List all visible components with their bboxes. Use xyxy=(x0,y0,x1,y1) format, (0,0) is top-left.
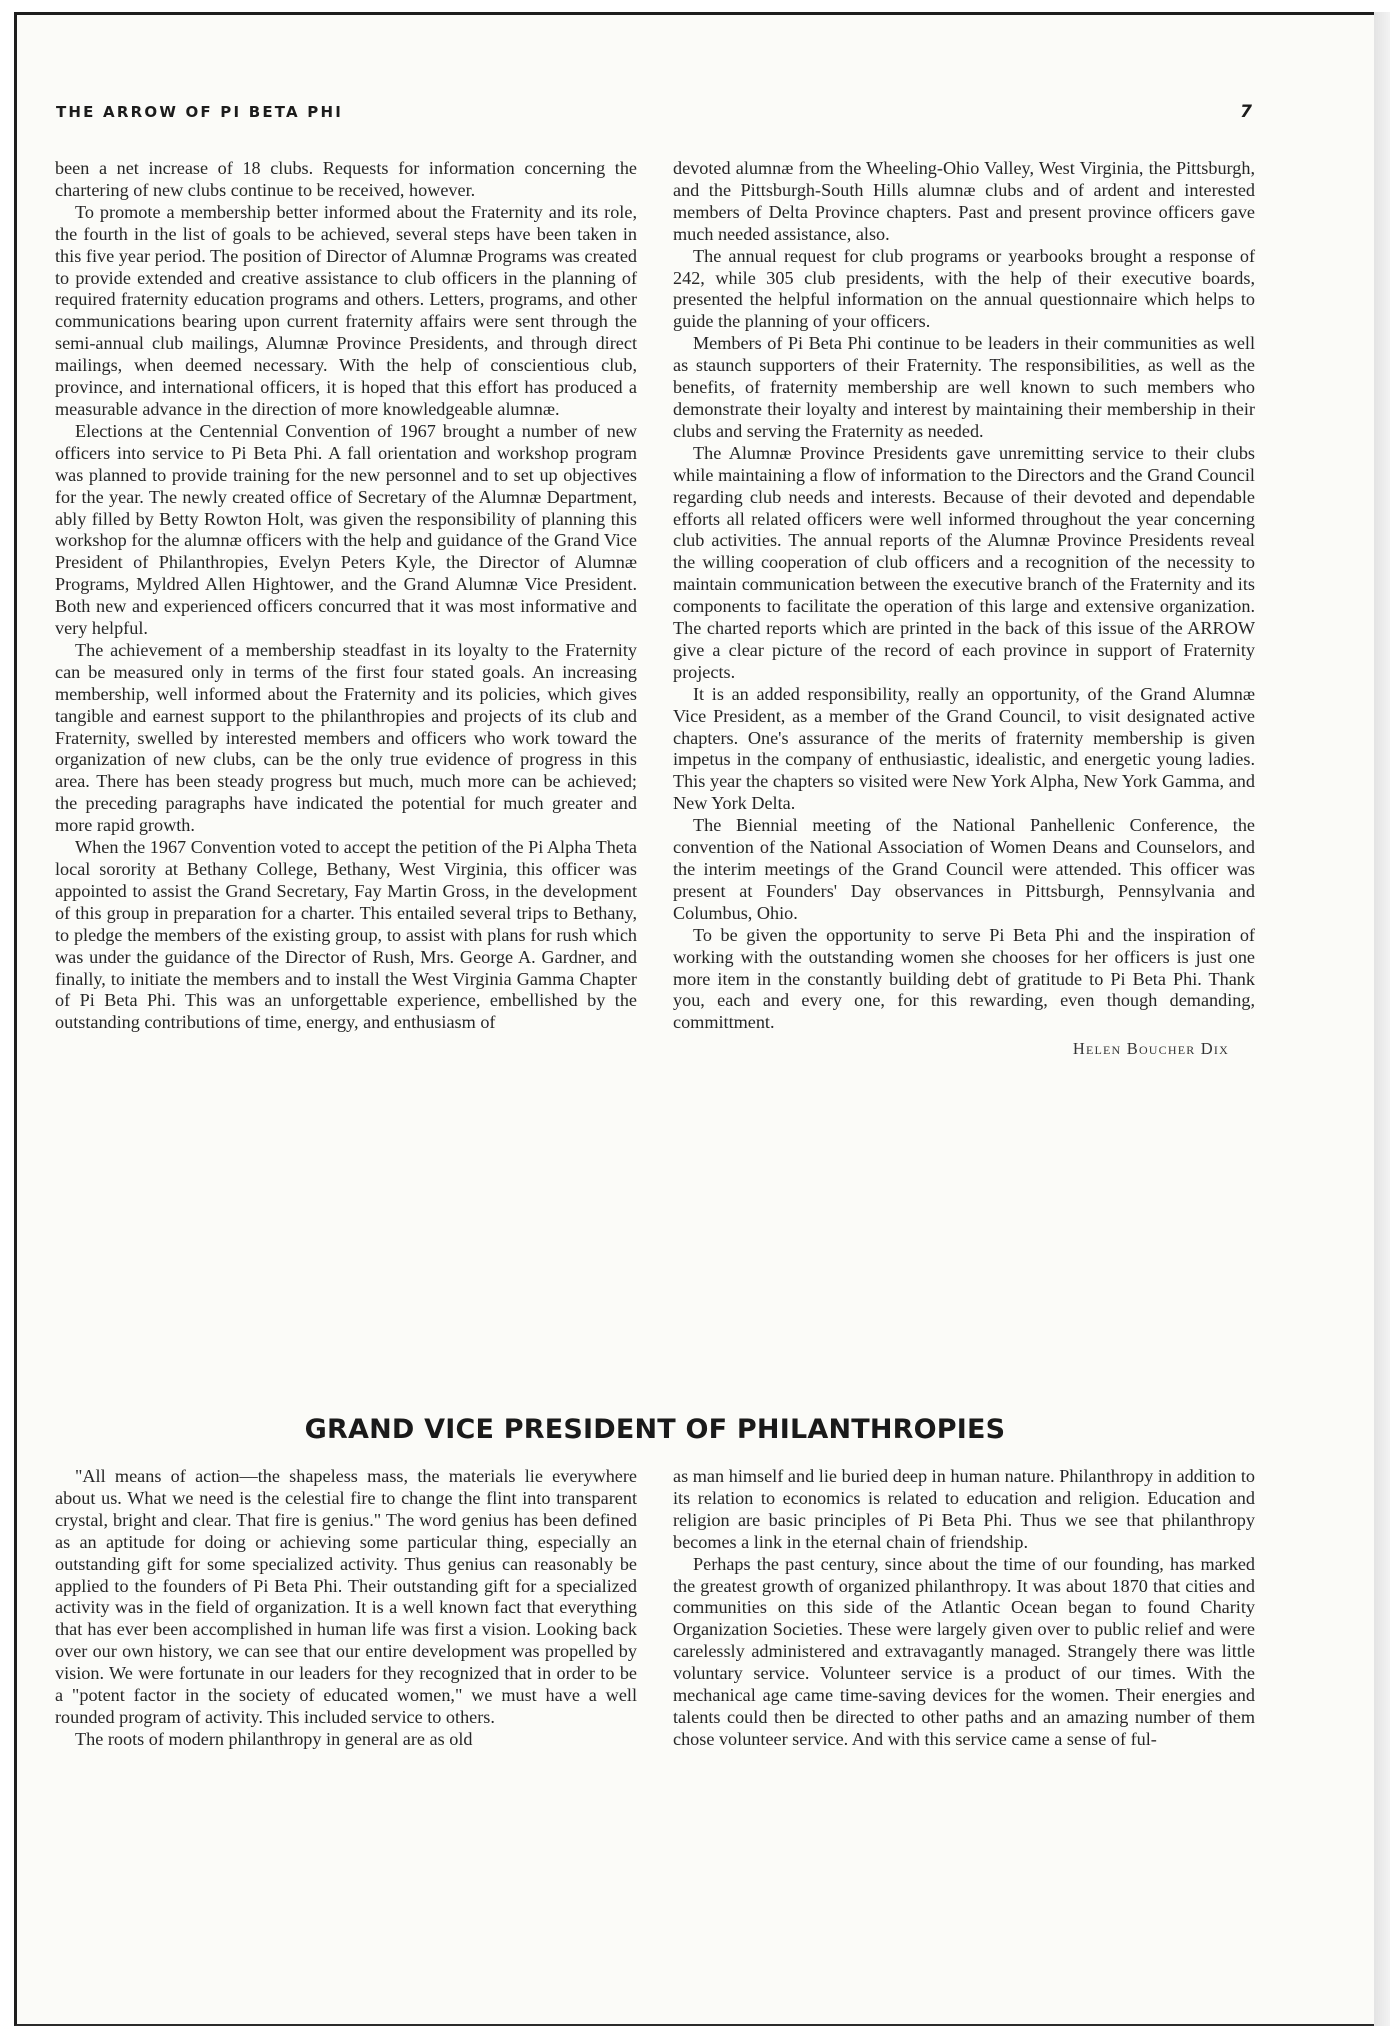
section-title: GRAND VICE PRESIDENT OF PHILANTHROPIES xyxy=(304,1414,1006,1445)
paragraph: The Biennial meeting of the National Panhellenic Conference, the convention of the National Association of Women Deans and Counselors, and the interim meetings of the Grand Council were attended. This officer was present at Founders' Day observances in Pittsburgh, Pennsylvania and Columbus, Ohio. xyxy=(673,815,1255,923)
page-number: 7 xyxy=(1240,102,1252,122)
paragraph: "All means of action—the shapeless mass, the materials lie everywhere about us. What we need is the celestial fire to change the flint into transparent crystal, bright and clear. That fire is genius." The word genius has been defined as an aptitude for doing or achieving some particular thing, especially an outstanding gift for some specialized activity. Thus genius can reasonably be applied to the founders of Pi Beta Phi. Their outstanding gift for a specialized activity was in the field of organization. It is a well known fact that everything that has ever been accomplished in human life was first a vision. Looking back over our own history, we can see that our entire development was propelled by vision. We were fortunate in our leaders for they recognized that in order to be a "potent factor in the society of educated women," we must have a well rounded program of activity. This included service to others. xyxy=(55,1466,637,1727)
philanthropies-left-column xyxy=(55,1466,637,1751)
paragraph: Perhaps the past century, since about the time of our founding, has marked the greatest growth of organized philanthropy. It was about 1870 that cities and communities on this side of the Atlantic Ocean began to found Charity Organization Societies. These were largely given over to public relief and were carelessly administered and extravagantly managed. Strangely there was little voluntary service. Volunteer service is a product of our times. With the mechanical age came time-saving devices for the women. Their energies and talents could then be directed to other paths and an amazing number of them chose volunteer service. And with this service came a sense of ful- xyxy=(673,1553,1255,1749)
paragraph: devoted alumnæ from the Wheeling-Ohio Valley, West Virginia, the Pittsburgh, and the Pittsburgh-South Hills alumnæ clubs and of ardent and interested members of Delta Province chapters. Past and present province officers gave much needed assistance, also. xyxy=(673,158,1255,244)
paragraph: been a net increase of 18 clubs. Requests for information concerning the chartering of new clubs continue to be received, however. xyxy=(55,158,637,200)
paragraph: Members of Pi Beta Phi continue to be leaders in their communities as well as staunch supporters of their Fraternity. The responsibilities, as well as the benefits, of fraternity membership are well known to such members who demonstrate their loyalty and interest by maintaining their membership in their clubs and serving the Fraternity as needed. xyxy=(673,333,1255,441)
philanthropies-right-column xyxy=(673,1466,1255,1751)
paragraph: The achievement of a membership steadfast in its loyalty to the Fraternity can be measured only in terms of the first four stated goals. An increasing membership, well informed about the Fraternity and its policies, which gives tangible and earnest support to the philanthropies and projects of its club and Fraternity, swelled by interested members and officers who work toward the organization of new clubs, can be the only true evidence of progress in this area. There has been steady progress but much, much more can be achieved; the preceding paragraphs have indicated the potential for much greater and more rapid growth. xyxy=(55,639,637,836)
page-header xyxy=(56,103,1252,127)
report-left-column xyxy=(55,158,637,1034)
paragraph: To be given the opportunity to serve Pi Beta Phi and the inspiration of working with the outstanding women she chooses for her officers is just one more item in the constantly building debt of gratitude to Pi Beta Phi. Thank you, each and every one, for this rewarding, even though demanding, committment. xyxy=(673,924,1255,1033)
paragraph: The Alumnæ Province Presidents gave unremitting service to their clubs while maintaining a flow of information to the Directors and the Grand Council regarding club needs and interests. Because of their devoted and dependable efforts all related officers were well informed throughout the year concerning club activities. The annual reports of the Alumnæ Province Presidents reveal the willing cooperation of club officers and a recognition of the necessity to maintain communication between the executive branch of the Fraternity and its components to facilitate the operation of this large and extensive organization. The charted reports which are printed in the back of this issue of the ARROW give a clear picture of the record of each province in support of Fraternity projects. xyxy=(673,442,1255,682)
paragraph: The annual request for club programs or yearbooks brought a response of 242, while 305 club presidents, with the help of their executive boards, presented the helpful information on the annual questionnaire which helps to guide the planning of your officers. xyxy=(673,245,1255,332)
report-right-column xyxy=(673,158,1255,1060)
signature: Helen Boucher Dix xyxy=(1072,1039,1229,1059)
page-edge-shadow xyxy=(1374,12,1390,2026)
paragraph: as man himself and lie buried deep in human nature. Philanthropy in addition to its relation to economics is related to education and religion. Education and religion are basic principles of Pi Beta Phi. Thus we see that philanthropy becomes a link in the eternal chain of friendship. xyxy=(673,1466,1255,1552)
paragraph: To promote a membership better informed about the Fraternity and its role, the fourth in the list of goals to be achieved, several steps have been taken in this five year period. The position of Director of Alumnæ Programs was created to provide extended and creative assistance to club officers in the planning of required fraternity education programs and others. Letters, programs, and other communications bearing upon current fraternity affairs were sent through the semi-annual club mailings, Alumnæ Province Presidents, and through direct mailings, when deemed necessary. With the help of conscientious club, province, and international officers, it is hoped that this effort has produced a measurable advance in the direction of more knowledgeable alumnæ. xyxy=(55,201,637,419)
paragraph: It is an added responsibility, really an opportunity, of the Grand Alumnæ Vice President, as a member of the Grand Council, to visit designated active chapters. One's assurance of the merits of fraternity membership is given impetus in the company of enthusiastic, idealistic, and energetic young ladies. This year the chapters so visited were New York Alpha, New York Gamma, and New York Delta. xyxy=(673,683,1255,814)
paragraph: When the 1967 Convention voted to accept the petition of the Pi Alpha Theta local sorority at Bethany College, Bethany, West Virginia, this officer was appointed to assist the Grand Secretary, Fay Martin Gross, in the development of this group in preparation for a charter. This entailed several trips to Bethany, to pledge the members of the existing group, to assist with plans for rush which was under the guidance of the Director of Rush, Mrs. George A. Gardner, and finally, to initiate the members and to install the West Virginia Gamma Chapter of Pi Beta Phi. This was an unforgettable experience, embellished by the outstanding contributions of time, energy, and enthusiasm of xyxy=(55,837,637,1033)
paragraph: The roots of modern philanthropy in general are as old xyxy=(75,1728,473,1749)
running-head: THE ARROW OF PI BETA PHI xyxy=(56,103,344,121)
paragraph: Elections at the Centennial Convention of 1967 brought a number of new officers into service to Pi Beta Phi. A fall orientation and workshop program was planned to provide training for the new personnel and to set up objectives for the year. The newly created office of Secretary of the Alumnæ Department, ably filled by Betty Rowton Holt, was given the responsibility of planning this workshop for the alumnæ officers with the help and guidance of the Grand Vice President of Philanthropies, Evelyn Peters Kyle, the Director of Alumnæ Programs, Myldred Allen Hightower, and the Grand Alumnæ Vice President. Both new and experienced officers concurred that it was most informative and very helpful. xyxy=(55,420,637,639)
